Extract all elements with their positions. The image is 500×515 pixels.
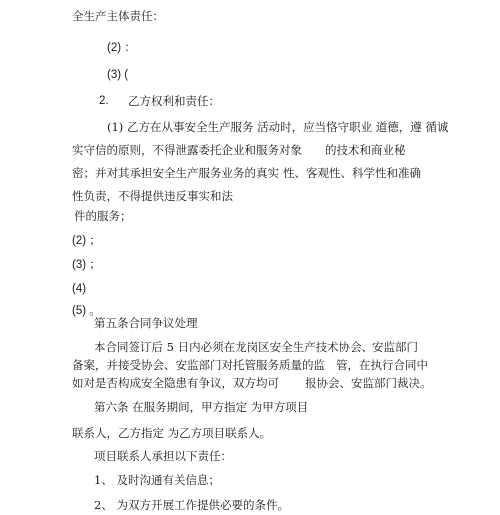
text-line: 备案，并接受协会、安监部门对托管服务质量的监 [72, 358, 325, 372]
text-segment: 管，在执行合同中 [336, 358, 428, 372]
text-segment: 性、客观性、科学性和准确 [283, 166, 421, 180]
list-item: (2) ； [72, 235, 101, 247]
text-segment: 报协会、安监部门裁决。 [305, 376, 432, 390]
text-line: 如对是否构成安全隐患有争议，双方均可 [72, 376, 279, 390]
section-number: 2. [99, 95, 109, 107]
text-line: 性负责，不得提供违反事实和法 [72, 189, 233, 203]
text-line: 密；并对其承担安全生产服务业务的真实 [72, 166, 279, 180]
list-item: 1、 及时沟通有关信息； [94, 473, 220, 487]
list-item: (3) ( [107, 69, 129, 81]
text-line: 项目联系人承担以下责任： [94, 449, 232, 463]
section-heading: 乙方权利和责任： [128, 94, 220, 108]
text-line: 实守信的原则，不得泄露委托企业和服务对象 [72, 143, 302, 157]
list-item: 2、 为双方开展工作提供必要的条件。 [94, 498, 289, 512]
text-line: 全生产主体责任： [72, 9, 164, 23]
text-line: 联系人，乙方指定 为乙方项目联系人。 [72, 426, 272, 440]
text-line: 本合同签订后 5 日内必须在龙岗区安全生产技术协会、 [94, 340, 374, 354]
text-line: (1) 乙方在从事安全生产服务 活动时，应当恪守职业 道德，遵 循诚 [107, 120, 449, 134]
article-heading: 第六条 在服务期间，甲方指定 为甲方项目 [94, 400, 309, 414]
text-segment: 的技术和商业秘 [325, 143, 406, 157]
text-line: 件的服务； [74, 209, 132, 223]
list-item: (5) 。 [72, 305, 101, 317]
text-segment: 安监部门 [372, 340, 418, 354]
list-item: (4) [72, 283, 87, 295]
article-heading: 第五条合同争议处理 [94, 316, 198, 330]
list-item: (2) ： [107, 42, 136, 54]
list-item: (3) ； [72, 259, 101, 271]
